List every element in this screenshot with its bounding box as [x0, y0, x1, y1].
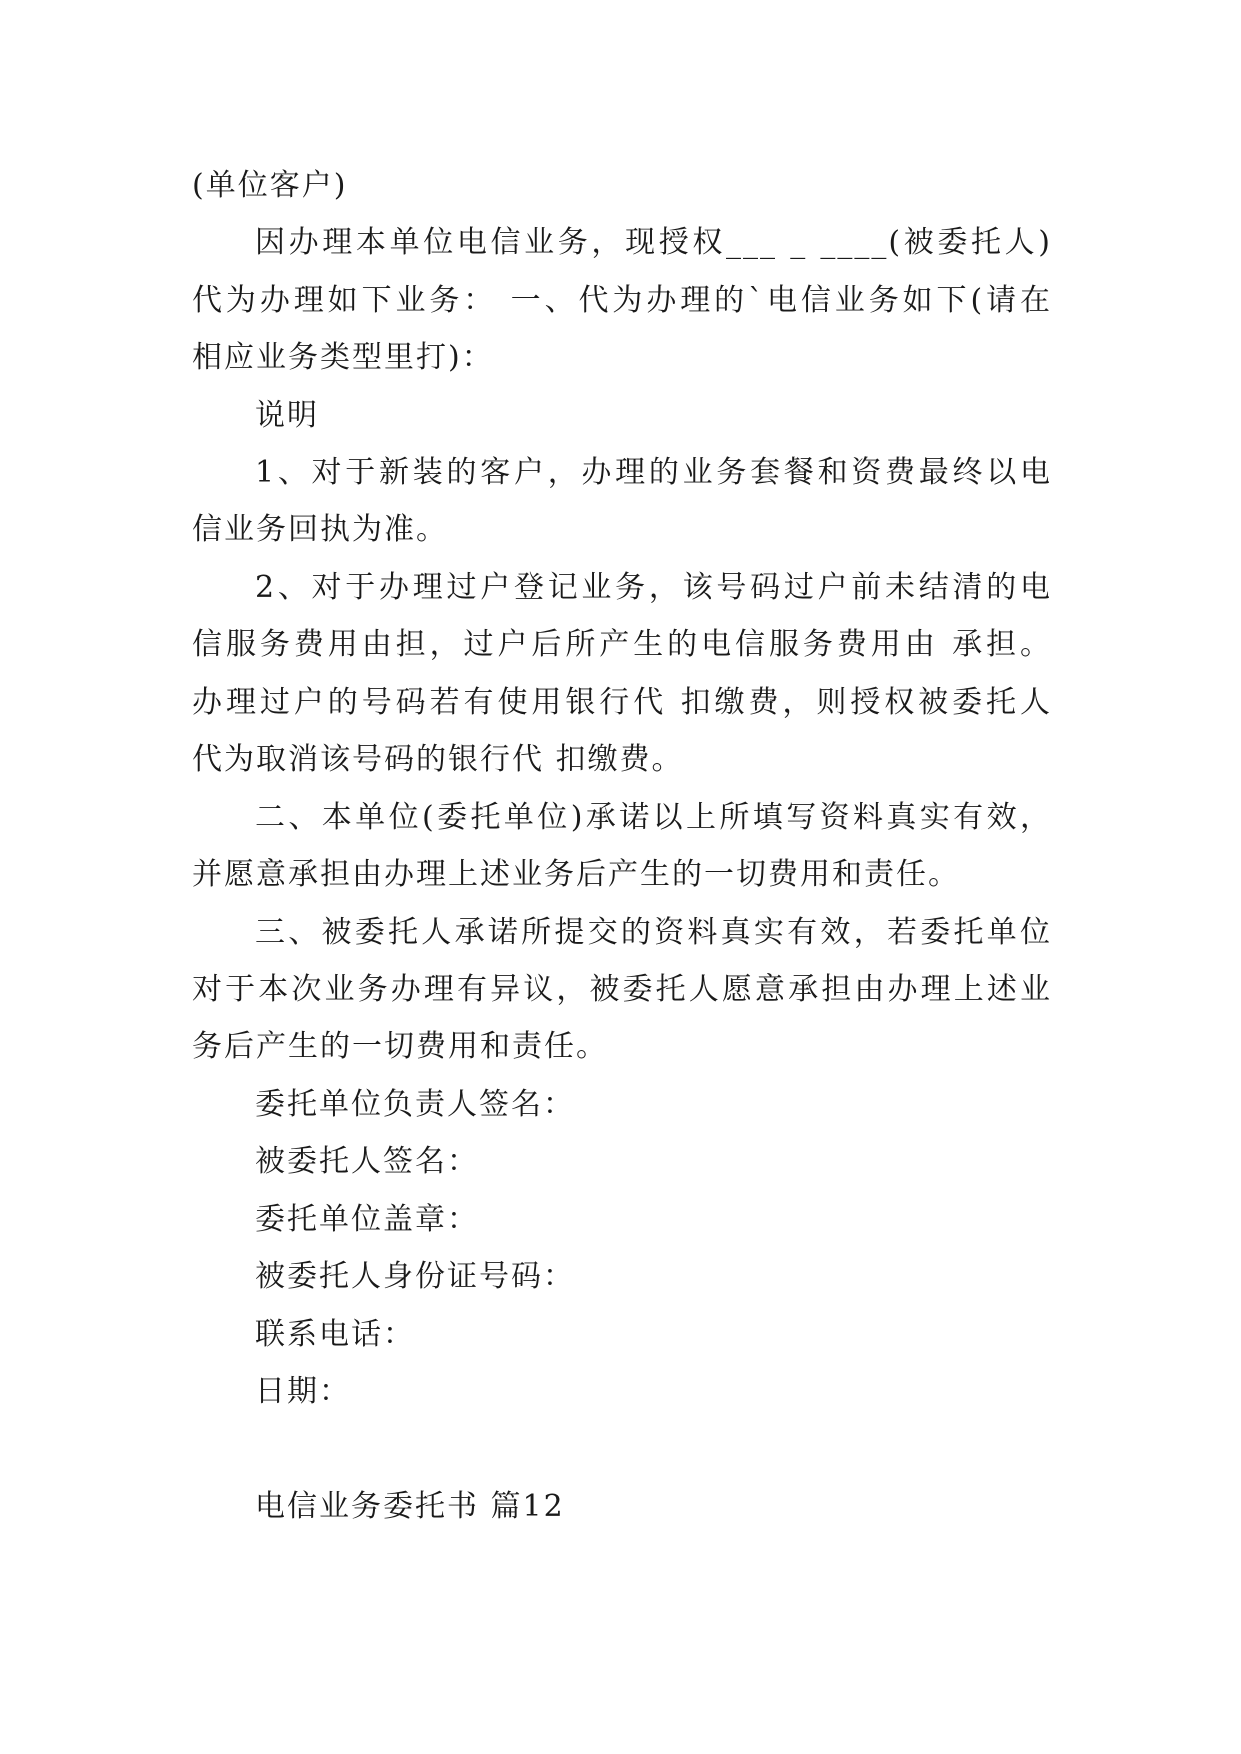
note-1-line-1: 1、对于新装的客户，办理的业务套餐和资费最终以电 [255, 455, 1052, 490]
clause-3-line-1: 三、被委托人承诺所提交的资料真实有效，若委托单位 [255, 915, 1052, 950]
note-2-line-2: 信服务费用由担，过户后所产生的电信服务费用由 承担。 [192, 627, 1052, 662]
clause-2-line-2: 并愿意承担由办理上述业务后产生的一切费用和责任。 [192, 857, 960, 892]
company-seal-label: 委托单位盖章： [255, 1202, 479, 1237]
authorization-paragraph-line-1: 因办理本单位电信业务，现授权___ _ ____(被委托人) [255, 225, 1052, 260]
notes-heading: 说明 [255, 398, 319, 433]
customer-type-line: (单位客户) [192, 168, 348, 203]
date-label: 日期： [255, 1374, 351, 1409]
clause-3-line-3: 务后产生的一切费用和责任。 [192, 1029, 608, 1064]
note-2-line-4: 代为取消该号码的银行代 扣缴费。 [192, 742, 684, 777]
note-2-line-3: 办理过户的号码若有使用银行代 扣缴费，则授权被委托人 [192, 685, 1052, 720]
authorization-paragraph-line-3: 相应业务类型里打)： [192, 340, 494, 375]
principal-signature-label: 委托单位负责人签名： [255, 1087, 575, 1122]
section-title: 电信业务委托书 篇12 [255, 1489, 565, 1524]
agent-id-number-label: 被委托人身份证号码： [255, 1259, 575, 1294]
clause-2-line-1: 二、本单位(委托单位)承诺以上所填写资料真实有效， [255, 800, 1052, 835]
note-2-line-1: 2、对于办理过户登记业务，该号码过户前未结清的电 [255, 570, 1052, 605]
contact-phone-label: 联系电话： [255, 1317, 415, 1352]
agent-signature-label: 被委托人签名： [255, 1144, 479, 1179]
authorization-paragraph-line-2: 代为办理如下业务： 一、代为办理的`电信业务如下(请在 [192, 283, 1052, 318]
note-1-line-2: 信业务回执为准。 [192, 512, 448, 547]
clause-3-line-2: 对于本次业务办理有异议，被委托人愿意承担由办理上述业 [192, 972, 1052, 1007]
